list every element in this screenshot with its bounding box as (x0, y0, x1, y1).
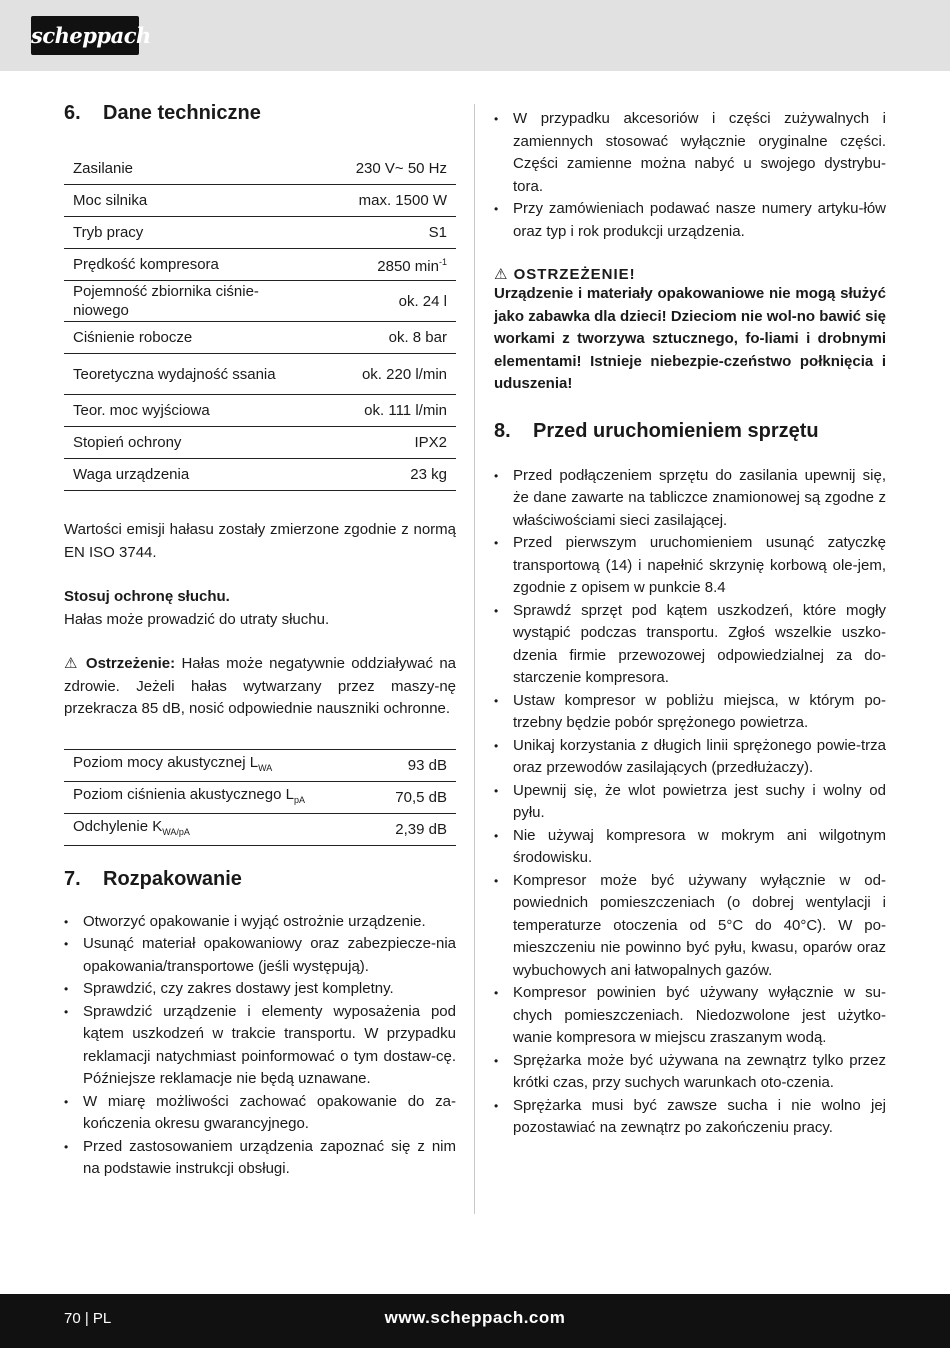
noise-value: 70,5 dB (371, 781, 457, 813)
right-column (494, 108, 886, 1140)
noise-table (64, 749, 456, 846)
section-number: 8. (494, 419, 511, 442)
list-item: • W miarę możliwości zachować opakowanie do za-kończenia okresu gwarancyjnego. (64, 1091, 456, 1136)
warning-label: Ostrzeżenie: (85, 655, 176, 672)
left-column (64, 100, 456, 1181)
spec-value: 23 kg (292, 459, 456, 491)
list-item: • Sprężarka może być używana na zewnątrz tylko przez krótki czas, przy suchych warunkach oto-czenia. (494, 1050, 886, 1095)
list-item: • Sprawdzić urządzenie i elementy wyposażenia pod kątem uszkodzeń w trakcie transportu. W przypadku reklamacji natychmiast poinformować o tym dostaw-cę. Późniejsze reklamacje nie będą uznawane. (64, 1001, 456, 1091)
spec-value: S1 (292, 217, 456, 249)
table-row (64, 427, 456, 459)
spec-label: Zasilanie (64, 153, 292, 185)
spec-label: Moc silnika (64, 185, 292, 217)
spec-value: ok. 220 l/min (292, 354, 456, 395)
table-row (64, 395, 456, 427)
list-item: • Przy zamówieniach podawać nasze numery artyku-łów oraz typ i rok produkcji urządzenia. (494, 198, 886, 243)
list-item: • Kompresor może być używany wyłącznie w od-powiednich pomieszczeniach (o dobrej wentylacji i temperaturze otoczenia od 5°C do 40°C). W po-mieszczeniu nie powinno być pyłu, kwasu, oparów oraz wybuchowych ani łatwopalnych gazów. (494, 870, 886, 983)
noise-warning (64, 653, 456, 721)
list-item: • Kompresor powinien być używany wyłącznie w su-chych pomieszczeniach. Niedozwolone jest użytko-wanie kompresora w miejscu zraszanym wodą. (494, 982, 886, 1050)
hearing-bold: Stosuj ochronę słuchu. (64, 588, 230, 605)
table-row (64, 781, 456, 813)
list-item: • Przed pierwszym uruchomieniem usunąć zatyczkę transportową (14) i napełnić skrzynię korbową ole-jem, zgodnie z opisem w punkcie 8.4 (494, 532, 886, 600)
list-item: • Usunąć materiał opakowaniowy oraz zabezpiecze-nia opakowania/transportowe (jeśli występują). (64, 933, 456, 978)
spec-label: Waga urządzenia (64, 459, 292, 491)
section-8-heading (494, 418, 886, 444)
list-item: • Przed zastosowaniem urządzenia zapoznać się z nim na podstawie instrukcji obsługi. (64, 1136, 456, 1181)
table-row (64, 249, 456, 281)
spec-table (64, 153, 456, 491)
section-number: 7. (64, 867, 81, 890)
noise-label-subscript: pA (293, 794, 305, 805)
noise-value: 93 dB (371, 749, 457, 781)
noise-label-subscript: WA (258, 762, 273, 773)
spec-value: IPX2 (292, 427, 456, 459)
section-title: Rozpakowanie (103, 867, 242, 890)
warning-heading (494, 265, 886, 283)
spec-label: Tryb pracy (64, 217, 292, 249)
spec-label: Pojemność zbiornika ciśnie-niowego (64, 281, 292, 322)
list-item: • Otworzyć opakowanie i wyjąć ostrożnie urządzenie. (64, 911, 456, 934)
section-title: Przed uruchomieniem sprzętu (533, 419, 819, 442)
spec-value: max. 1500 W (292, 185, 456, 217)
parts-list (494, 108, 886, 243)
spec-label: Prędkość kompresora (64, 249, 292, 281)
list-item: • Unikaj korzystania z długich linii sprężonego powie-trza oraz przewodów zasilających (przedłużaczy). (494, 735, 886, 780)
table-row (64, 749, 456, 781)
table-row (64, 813, 456, 845)
noise-label-text: Poziom mocy akustycznej L (73, 753, 259, 771)
warning-triangle-icon: ⚠ (494, 266, 509, 283)
list-item: • Sprężarka musi być zawsze sucha i nie wolno jej pozostawiać na zewnątrz po zakończeniu pracy. (494, 1095, 886, 1140)
noise-label-subscript: WA/pA (162, 826, 190, 837)
table-row (64, 281, 456, 322)
page-number: 70 | PL (64, 1310, 112, 1327)
noise-label (64, 781, 371, 813)
safety-warning (494, 265, 886, 396)
list-item: • Upewnij się, że wlot powietrza jest suchy i wolny od pyłu. (494, 780, 886, 825)
spec-value-text: 2850 min (377, 258, 439, 275)
website-link[interactable]: www.scheppach.com (384, 1308, 566, 1327)
section-6-heading (64, 100, 456, 126)
warning-text: Urządzenie i materiały opakowaniowe nie mogą służyć jako zabawka dla dzieci! Dzieciom nie wol-no bawić się workami z tworzywa sztucznego, fo-liami i drobnymi elementami! Istnieje niebezpie-czeństwo połknięcia i uduszenia! (494, 285, 886, 392)
unpack-list (64, 911, 456, 1181)
column-divider (474, 104, 475, 1214)
table-row (64, 153, 456, 185)
noise-value: 2,39 dB (371, 813, 457, 845)
section-number: 6. (64, 102, 81, 124)
noise-label-text: Odchylenie K (73, 817, 163, 835)
noise-label (64, 749, 371, 781)
table-row (64, 322, 456, 354)
spec-label: Teoretyczna wydajność ssania (64, 354, 292, 395)
spec-value-exponent: -1 (438, 257, 447, 267)
list-item: • Sprawdź sprzęt pod kątem uszkodzeń, które mogły wystąpić podczas transportu. Zgłoś wszelkie uszko-dzenia firmie przewozowej odpowiedzialnej za do-starczenie kompresora. (494, 600, 886, 690)
noise-label-text: Poziom ciśnienia akustycznego L (73, 785, 294, 803)
spec-value (292, 249, 456, 281)
warning-triangle-icon: ⚠ (64, 655, 80, 672)
list-item: • Ustaw kompresor w pobliżu miejsca, w którym po-trzebny będzie pobór sprężonego powietrza. (494, 690, 886, 735)
spec-label: Stopień ochrony (64, 427, 292, 459)
warning-title: OSTRZEŻENIE! (513, 266, 636, 283)
spec-value: ok. 8 bar (292, 322, 456, 354)
section-title: Dane techniczne (103, 102, 261, 124)
spec-value: ok. 24 l (292, 281, 456, 322)
scheppach-logo: scheppach (31, 16, 139, 55)
hearing-text: Hałas może prowadzić do utraty słuchu. (64, 610, 330, 628)
list-item: • Przed podłączeniem sprzętu do zasilania upewnij się, że dane zawarte na tabliczce znamionowej są zgodne z właściwościami sieci zasilającej. (494, 465, 886, 533)
noise-label (64, 813, 371, 845)
table-row (64, 217, 456, 249)
spec-label: Ciśnienie robocze (64, 322, 292, 354)
emission-text: Wartości emisji hałasu zostały zmierzone zgodnie z normą EN ISO 3744. (64, 521, 456, 561)
hearing-note (64, 586, 456, 631)
footer-bar (0, 1294, 950, 1348)
list-item: • Sprawdzić, czy zakres dostawy jest kompletny. (64, 978, 456, 1001)
spec-value: 230 V~ 50 Hz (292, 153, 456, 185)
table-row (64, 185, 456, 217)
spec-value: ok. 111 l/min (292, 395, 456, 427)
list-item: • W przypadku akcesoriów i części zużywalnych i zamiennych stosować wyłącznie oryginalne części. Części zamienne można nabyć u swojego dystrybu-tora. (494, 108, 886, 198)
section-7-heading (64, 866, 456, 892)
header-bar (0, 0, 950, 71)
startup-list (494, 465, 886, 1140)
table-row (64, 459, 456, 491)
warning-text: Hałas może negatywnie oddziaływać na zdrowie. Jeżeli hałas wytwarzany przez maszy-nę przekracza 85 dB, nosić odpowiednie nauszniki ochronne. (64, 655, 457, 717)
table-row (64, 354, 456, 395)
spec-label: Teor. moc wyjściowa (64, 395, 292, 427)
list-item: • Nie używaj kompresora w mokrym ani wilgotnym środowisku. (494, 825, 886, 870)
